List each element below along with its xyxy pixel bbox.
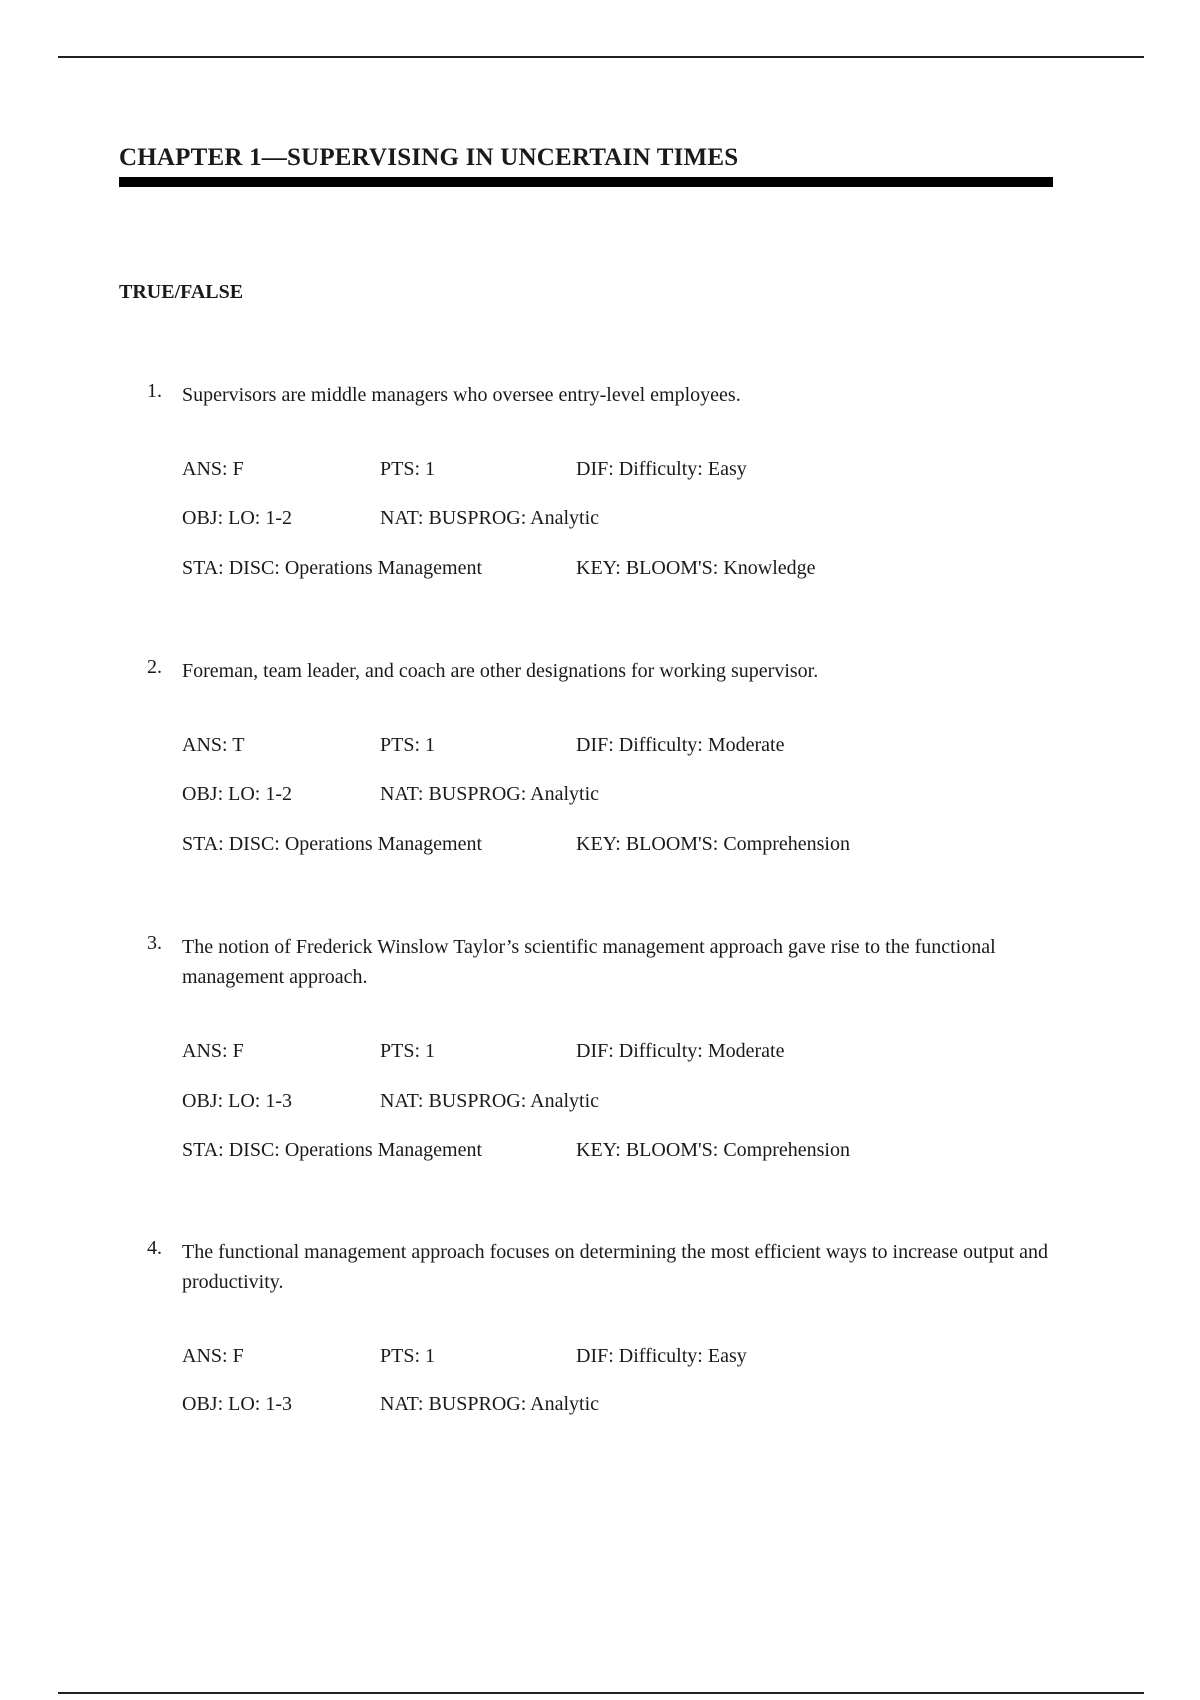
section-heading: TRUE/FALSE: [119, 281, 244, 303]
question-number: 3.: [147, 932, 162, 954]
question-text: Foreman, team leader, and coach are other designations for working supervisor.: [182, 660, 819, 682]
question-number: 4.: [147, 1237, 162, 1259]
question-text: The notion of Frederick Winslow Taylor’s scientific management approach gave rise to the functional management approach.: [182, 936, 996, 988]
points: PTS: 1: [380, 458, 436, 480]
question-number: 2.: [147, 656, 162, 678]
difficulty: DIF: Difficulty: Easy: [576, 458, 747, 480]
points: PTS: 1: [380, 1040, 436, 1062]
objective: OBJ: LO: 1-3: [182, 1393, 292, 1415]
question-text: Supervisors are middle managers who oversee entry-level employees.: [182, 384, 741, 406]
national-standard: NAT: BUSPROG: Analytic: [380, 507, 600, 529]
bottom-rule: [58, 1692, 1144, 1694]
keyword: KEY: BLOOM'S: Comprehension: [576, 1139, 850, 1161]
points: PTS: 1: [380, 1345, 436, 1367]
answer: ANS: T: [182, 734, 245, 756]
difficulty: DIF: Difficulty: Moderate: [576, 734, 785, 756]
national-standard: NAT: BUSPROG: Analytic: [380, 1393, 600, 1415]
state-standard: STA: DISC: Operations Management: [182, 557, 483, 579]
answer: ANS: F: [182, 458, 244, 480]
top-rule: [58, 56, 1144, 58]
state-standard: STA: DISC: Operations Management: [182, 833, 483, 855]
keyword: KEY: BLOOM'S: Knowledge: [576, 557, 816, 579]
chapter-title: CHAPTER 1—SUPERVISING IN UNCERTAIN TIMES: [119, 144, 739, 171]
objective: OBJ: LO: 1-2: [182, 783, 292, 805]
difficulty: DIF: Difficulty: Easy: [576, 1345, 747, 1367]
points: PTS: 1: [380, 734, 436, 756]
question-number: 1.: [147, 380, 162, 402]
state-standard: STA: DISC: Operations Management: [182, 1139, 483, 1161]
difficulty: DIF: Difficulty: Moderate: [576, 1040, 785, 1062]
answer: ANS: F: [182, 1345, 244, 1367]
objective: OBJ: LO: 1-2: [182, 507, 292, 529]
title-underline-bar: [119, 177, 1053, 187]
national-standard: NAT: BUSPROG: Analytic: [380, 783, 600, 805]
national-standard: NAT: BUSPROG: Analytic: [380, 1090, 600, 1112]
keyword: KEY: BLOOM'S: Comprehension: [576, 833, 850, 855]
answer: ANS: F: [182, 1040, 244, 1062]
question-text: The functional management approach focuses on determining the most efficient ways to increase output and productivity.: [182, 1241, 1049, 1293]
objective: OBJ: LO: 1-3: [182, 1090, 292, 1112]
